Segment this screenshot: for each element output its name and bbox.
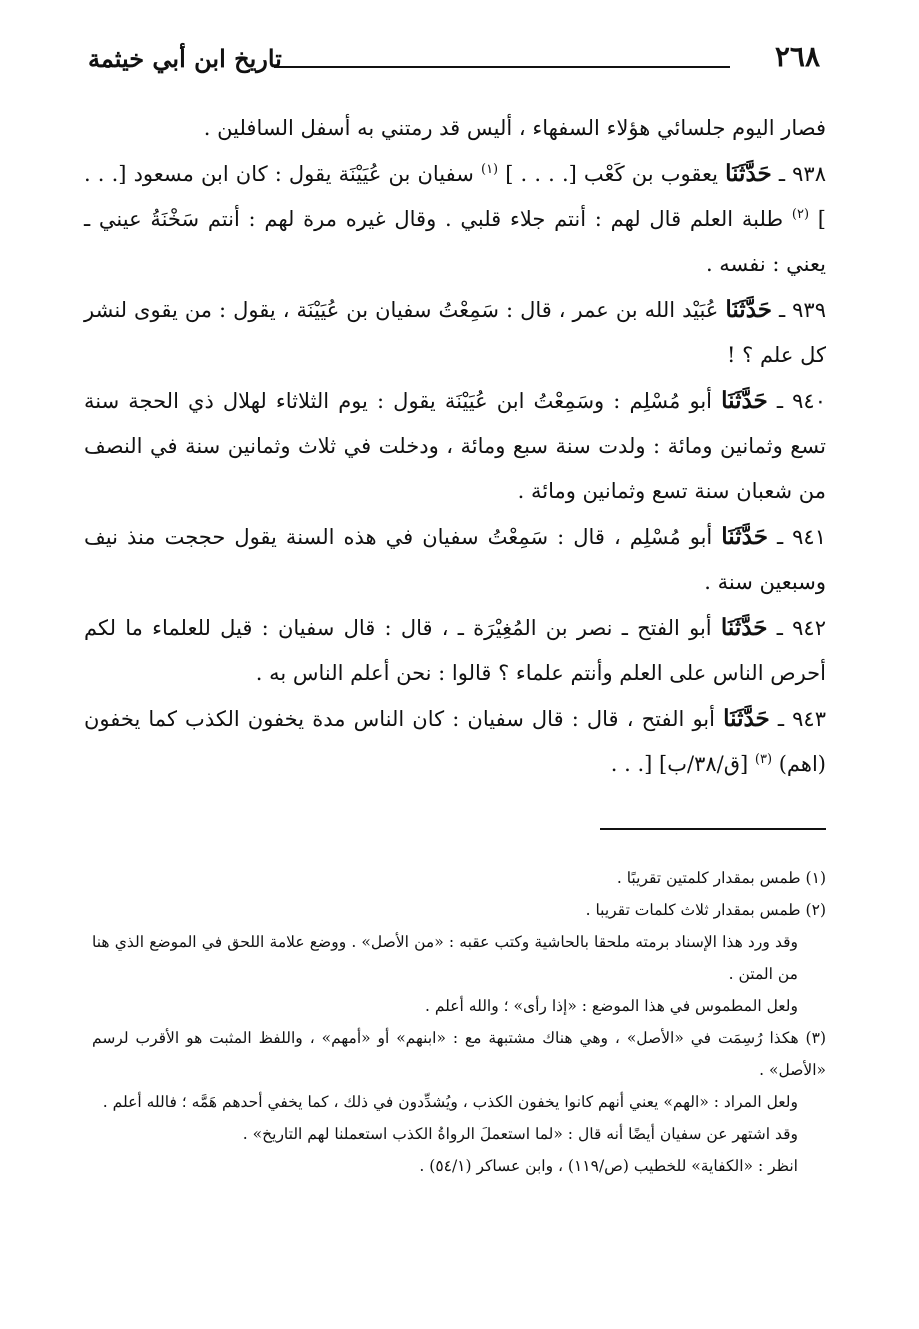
hadith-number: ٩٣٨ ـ <box>778 162 826 186</box>
footnote-2: (٢) طمس بمقدار ثلاث كلمات تقريبا . <box>585 901 826 919</box>
footnote-separator <box>600 828 826 830</box>
footnote-ref-1[interactable]: (١) <box>480 162 499 177</box>
hadith-938 <box>84 151 826 287</box>
hadith-text: سفيان بن عُيَيْنَة يقول : كان ابن مسعود [. . . ] <box>84 162 826 231</box>
paragraph-continuation <box>84 106 826 151</box>
main-text <box>84 106 826 787</box>
footnote-ref-2[interactable]: (٢) <box>791 207 810 222</box>
hadith-number: ٩٤٣ ـ <box>777 707 826 731</box>
haddathana-word: حَدَّثَنَا <box>721 387 768 414</box>
haddathana-word: حَدَّثَنَا <box>721 523 768 550</box>
footnote-3-continuation: ولعل المراد : «الهم» يعني أنهم كانوا يخفون الكذب ، ويُشدِّدون في ذلك ، كما يخفي أحدهم هَمَّه ؛ فالله أعلم . <box>102 1093 798 1111</box>
haddathana-word: حَدَّثَنَا <box>725 160 772 187</box>
footnote-3: (٣) هكذا رُسِمَت في «الأصل» ، وهي هناك مشتبهة مع : «ابنهم» أو «أمهم» ، واللفظ المثبت هو الأقرب لرسم «الأصل» . <box>92 1029 826 1079</box>
hadith-number: ٩٤٢ ـ <box>776 616 826 640</box>
haddathana-word: حَدَّثَنَا <box>720 614 768 641</box>
hadith-text: أبو الفتح ـ نصر بن المُغِيْرَة ـ ، قال : قال سفيان : قيل للعلماء ما لكم أحرص الناس على العلم وأنتم علماء ؟ قالوا : نحن أعلم الناس به . <box>84 616 826 685</box>
footnote-ref-3[interactable]: (٣) <box>754 752 773 767</box>
hadith-939 <box>84 287 826 378</box>
haddathana-word: حَدَّثَنَا <box>725 296 772 323</box>
header-rule <box>274 66 730 68</box>
book-title: تاريخ ابن أبي خيثمة <box>88 44 282 73</box>
footnote-3-continuation: انظر : «الكفاية» للخطيب (ص/١١٩) ، وابن عساكر (٥٤/١) . <box>419 1157 798 1175</box>
hadith-942 <box>84 605 826 696</box>
hadith-943 <box>84 696 826 787</box>
footnotes <box>92 862 826 1182</box>
hadith-text: أبو الفتح ، قال : قال سفيان : كان الناس مدة يخفون الكذب كما يخفون (اهم) <box>84 707 826 776</box>
paragraph-text: فصار اليوم جلسائي هؤلاء السفهاء ، أليس قد رمتني به أسفل السافلين . <box>203 116 826 140</box>
hadith-number: ٩٣٩ ـ <box>779 298 826 322</box>
haddathana-word: حَدَّثَنَا <box>723 705 770 732</box>
hadith-text: أبو مُسْلِم ، قال : سَمِعْتُ سفيان في هذه السنة يقول حججت منذ نيف وسبعين سنة . <box>84 525 826 594</box>
running-header <box>84 40 826 84</box>
hadith-number: ٩٤٠ ـ <box>776 389 826 413</box>
hadith-text: [ق/٣٨/ب] [. . . <box>610 752 749 776</box>
hadith-940 <box>84 378 826 514</box>
hadith-text: طلبة العلم قال لهم : أنتم جلاء قلبي . وقال غيره مرة لهم : أنتم سَخْنَةُ عيني ـ يعني : نفسه . <box>84 207 826 276</box>
footnote-2-continuation: ولعل المطموس في هذا الموضع : «إذا رأى» ؛ والله أعلم . <box>424 997 798 1015</box>
hadith-text: أبو مُسْلِم : وسَمِعْتُ ابن عُيَيْنَة يقول : يوم الثلاثاء لهلال ذي الحجة سنة تسع وثمانين ومائة : ولدت سنة سبع ومائة ، ودخلت في ثلاث وثمانين سنة في النصف من شعبان سنة تسع وثمانين ومائة . <box>84 389 826 503</box>
hadith-text: عُبَيْد الله بن عمر ، قال : سَمِعْتُ سفيان بن عُيَيْنَة ، يقول : من يقوى لنشر كل علم ؟ ! <box>84 298 826 367</box>
footnote-3-continuation: وقد اشتهر عن سفيان أيضًا أنه قال : «لما استعملَ الرواةُ الكذب استعملنا لهم التاريخ» . <box>242 1125 798 1143</box>
footnote-1: (١) طمس بمقدار كلمتين تقريبًا . <box>616 869 826 887</box>
hadith-941 <box>84 514 826 605</box>
page-number: ٢٦٨ <box>774 40 820 73</box>
hadith-text: يعقوب بن كَعْب [. . . . ] <box>505 162 718 186</box>
footnote-2-continuation: وقد ورد هذا الإسناد برمته ملحقا بالحاشية وكتب عقبه : «من الأصل» . ووضع علامة اللحق في الموضع الذي هنا من المتن . <box>92 933 798 983</box>
hadith-number: ٩٤١ ـ <box>776 525 826 549</box>
